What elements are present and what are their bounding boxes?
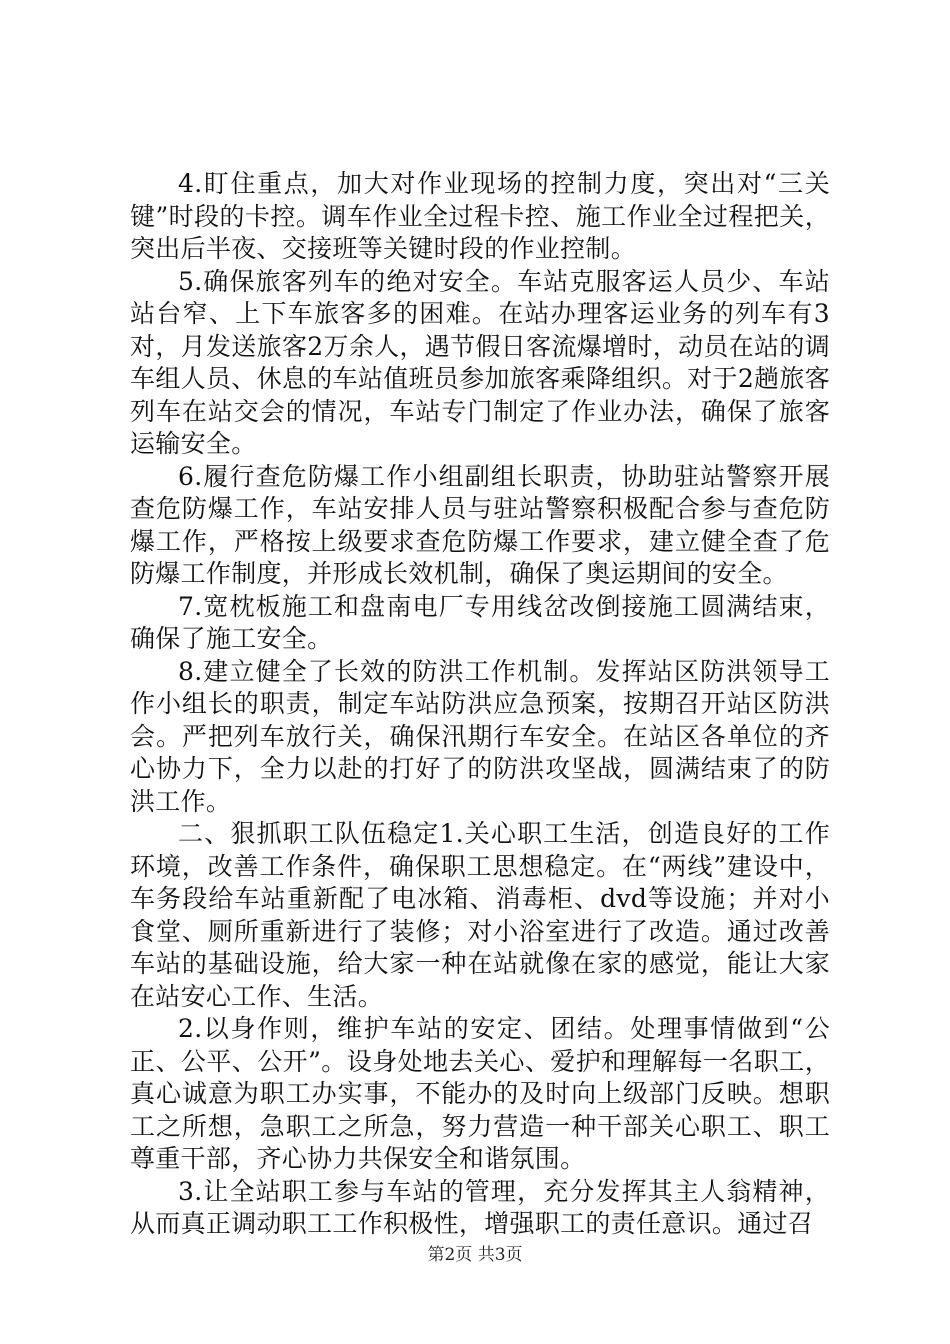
paragraph-item-2: 2.以身作则，维护车站的安定、团结。处理事情做到“公正、公平、公开”。设身处地去关心、爱护和理解每一名职工，真心诚意为职工办实事，不能办的及时向上级部门反映。想职工之所想，急职工之所急，努力营造一种干部关心职工、职工尊重干部，齐心协力共保安全和谐氛围。: [130, 1014, 830, 1173]
paragraph-item-7: 7.宽枕板施工和盘南电厂专用线岔改倒接施工圆满结束，确保了施工安全。: [130, 591, 830, 653]
section-2-paragraph: 二、狠抓职工队伍稳定1.关心职工生活，创造良好的工作环境，改善工作条件，确保职工思想稳定。在“两线”建设中，车务段给车站重新配了电冰箱、消毒柜、dvd等设施；并对小食堂、厕所重新进行了装修；对小浴室进行了改造。通过改善车站的基础设施，给大家一种在站就像在家的感觉，能让大家在站安心工作、生活。: [130, 819, 830, 1011]
paragraph-item-4: 4.盯住重点，加大对作业现场的控制力度，突出对“三关键”时段的卡控。调车作业全过程卡控、施工作业全过程把关，突出后半夜、交接班等关键时段的作业控制。: [130, 169, 830, 263]
document-body: [130, 168, 830, 1241]
paragraph-item-8: 8.建立健全了长效的防洪工作机制。发挥站区防洪领导工作小组长的职责，制定车站防洪应急预案，按期召开站区防洪会。严把列车放行关，确保汛期行车安全。在站区各单位的齐心协力下，全力以赴的打好了的防洪攻坚战，圆满结束了的防洪工作。: [130, 656, 830, 816]
paragraph-item-3: 3.让全站职工参与车站的管理，充分发挥其主人翁精神，从而真正调动职工工作积极性，增强职工的责任意识。通过召: [130, 1176, 830, 1238]
paragraph-item-6: 6.履行查危防爆工作小组副组长职责，协助驻站警察开展查危防爆工作，车站安排人员与驻站警察积极配合参与查危防爆工作，严格按上级要求查危防爆工作要求，建立健全查了危防爆工作制度，并形成长效机制，确保了奥运期间的安全。: [130, 461, 830, 588]
page-footer: 第2页 共3页: [427, 1245, 523, 1265]
paragraph-item-5: 5.确保旅客列车的绝对安全。车站克服客运人员少、车站站台窄、上下车旅客多的困难。在站办理客运业务的列车有3对，月发送旅客2万余人，遇节假日客流爆增时，动员在站的调车组人员、休息的车站值班员参加旅客乘降组织。对于2趟旅客列车在站交会的情况，车站专门制定了作业办法，确保了旅客运输安全。: [130, 266, 830, 458]
